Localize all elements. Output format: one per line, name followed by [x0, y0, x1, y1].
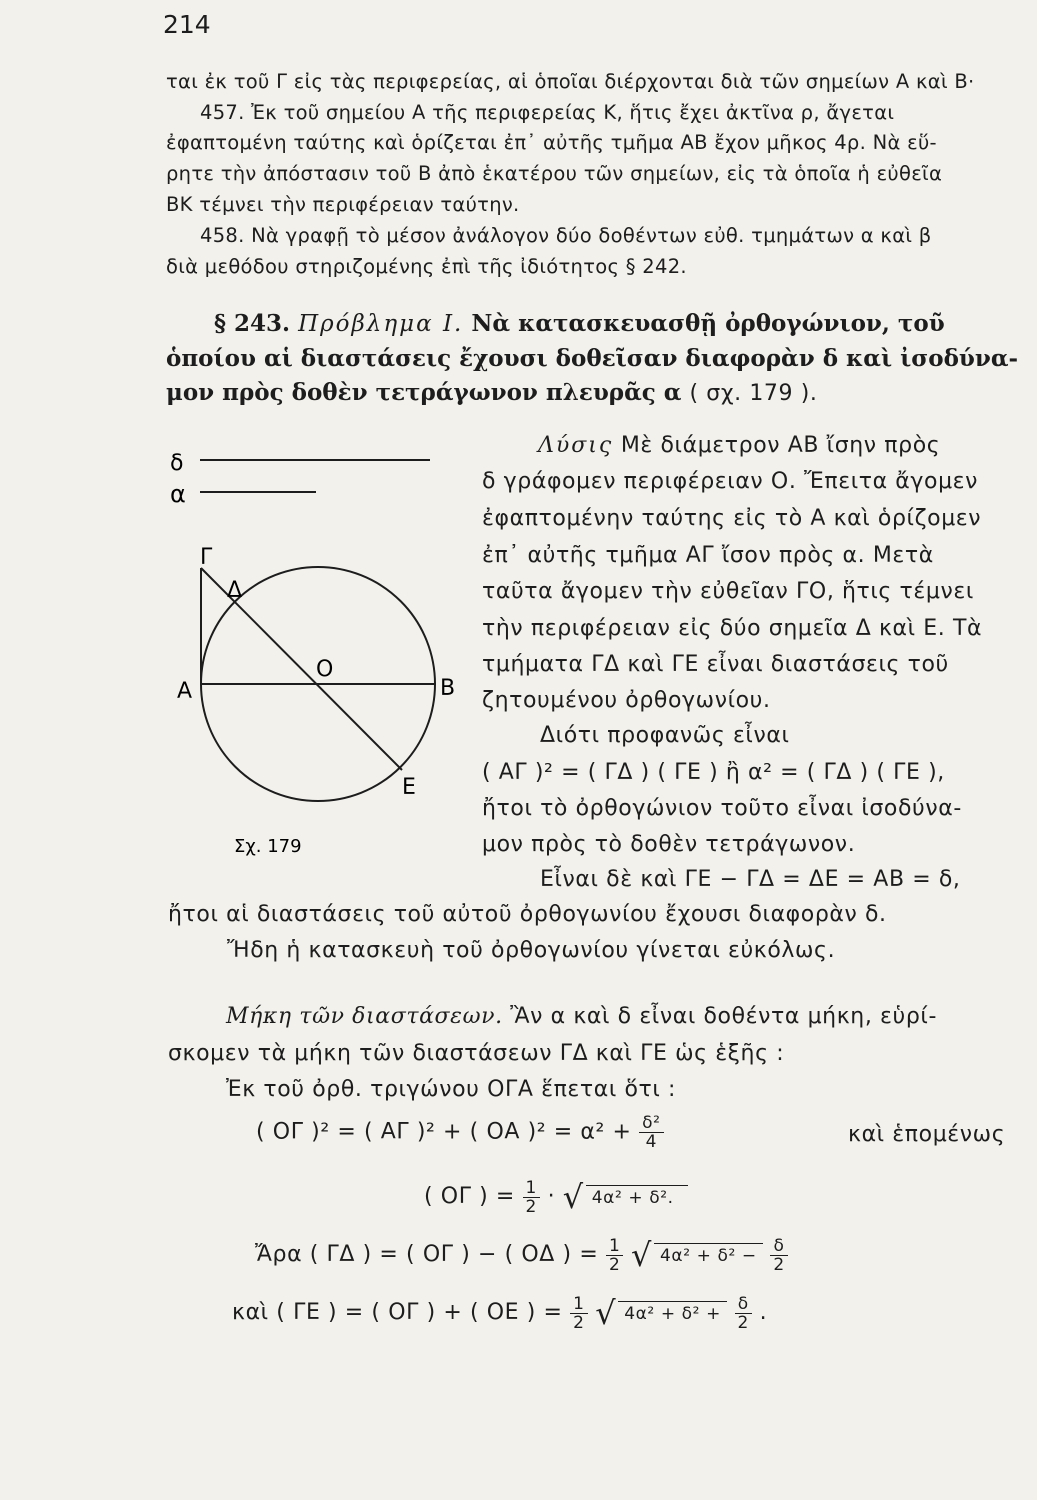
solution-line-3: ἐφαπτομένην ταύτης εἰς τὸ Α καὶ ὁρίζομεν — [482, 506, 982, 531]
problem-heading-line-2: ὁποίου αἱ διαστάσεις ἔχουσι δοθεῖσαν διαφορὰν δ καὶ ἰσοδύνα- — [166, 345, 1019, 372]
exercise-457-line-4: ΒΚ τέμνει τὴν περιφέρειαν ταύτην. — [166, 193, 520, 216]
formula-3-denominator: 2 — [608, 1254, 621, 1275]
solution-line-8: ζητουμένου ὀρθογωνίου. — [482, 688, 771, 713]
formula-2-denominator: 2 — [525, 1196, 537, 1217]
formula-2-radicand: 4α² + δ². — [586, 1185, 688, 1208]
problem-title-part-1: Νὰ κατασκευασθῇ ὀρθογώνιον, τοῦ — [471, 310, 945, 337]
solution-line-13: Εἶναι δὲ καὶ ΓΕ − ΓΔ = ΔΕ = ΑΒ = δ, — [540, 867, 961, 892]
solution-line-1-text: Μὲ διάμετρον ΑΒ ἴσην πρὸς — [620, 433, 941, 458]
page-number: 214 — [163, 10, 211, 39]
solution-line-4: ἐπ᾽ αὐτῆς τμῆμα ΑΓ ἴσον πρὸς α. Μετὰ — [482, 543, 934, 568]
solution-line-1 — [538, 433, 940, 458]
lengths-line-3: Ἐκ τοῦ ὀρθ. τριγώνου ΟΓΑ ἕπεται ὅτι : — [226, 1077, 677, 1102]
exercise-457-line-2: ἐφαπτομένη ταύτης καὶ ὁρίζεται ἐπ᾽ αὐτῆς τμῆμα ΑΒ ἔχον μῆκος 4ρ. Νὰ εὕ- — [166, 131, 937, 154]
formula-2-dot: · — [547, 1184, 556, 1209]
lengths-line-1 — [226, 1004, 937, 1029]
formula-4-left: καὶ ( ΓΕ ) = ( ΟΓ ) + ( ΟΕ ) = — [232, 1300, 563, 1325]
formula-4 — [232, 1294, 767, 1332]
exercise-457-line-1: 457. Ἐκ τοῦ σημείου Α τῆς περιφερείας Κ, ἥτις ἔχει ἀκτῖνα ρ, ἄγεται — [200, 101, 895, 124]
figure-reference: ( σχ. 179 ). — [689, 381, 818, 406]
sqrt-icon: √ — [595, 1294, 617, 1332]
solution-label: Λύσις — [538, 433, 614, 458]
formula-3 — [255, 1236, 788, 1274]
solution-line-14: ἤτοι αἱ διαστάσεις τοῦ αὐτοῦ ὀρθογωνίου ἔχουσι διαφορὰν δ. — [168, 902, 887, 927]
formula-4-denominator-2: 2 — [737, 1312, 749, 1333]
solution-line-12: μον πρὸς τὸ δοθὲν τετράγωνον. — [482, 832, 856, 857]
section-number: § 243. — [214, 310, 291, 337]
label-a: Α — [177, 679, 193, 704]
label-alpha: α — [170, 480, 186, 508]
formula-1-numerator: δ² — [639, 1114, 663, 1133]
formula-3-numerator-2: δ — [770, 1237, 787, 1256]
formula-1-left: ( ΟΓ )² = ( ΑΓ )² + ( ΟΑ )² = α² + — [256, 1119, 632, 1145]
solution-line-7: τμήματα ΓΔ καὶ ΓΕ εἶναι διαστάσεις τοῦ — [482, 652, 949, 677]
formula-1-right: καὶ ἑπομένως — [848, 1122, 1006, 1147]
formula-2 — [424, 1178, 688, 1216]
problem-heading-line-3 — [166, 379, 817, 406]
formula-4-radicand: 4α² + δ² + — [618, 1301, 727, 1324]
sqrt-icon: √ — [562, 1178, 584, 1216]
problem-label: Πρόβλημα Ι. — [298, 311, 464, 337]
figure-179 — [170, 440, 470, 880]
problem-title-part-3: μον πρὸς δοθὲν τετράγωνον πλευρᾶς α — [166, 379, 682, 406]
formula-3-numerator: 1 — [606, 1237, 623, 1256]
formula-3-radicand: 4α² + δ² − — [654, 1243, 763, 1266]
formula-4-numerator-2: δ — [735, 1295, 752, 1314]
formula-2-left: ( ΟΓ ) = — [424, 1184, 515, 1209]
formula-2-fraction — [523, 1179, 540, 1216]
formula-4-fraction-2 — [735, 1295, 752, 1332]
problem-heading-line-1 — [214, 310, 945, 337]
exercise-458-line-2: διὰ μεθόδου στηριζομένης ἐπὶ τῆς ἰδιότητος § 242. — [166, 255, 687, 278]
label-delta-point: Δ — [227, 578, 243, 603]
label-delta: δ — [170, 451, 184, 476]
solution-line-15: Ἤδη ἡ κατασκευὴ τοῦ ὀρθογωνίου γίνεται εὐκόλως. — [227, 938, 836, 963]
formula-3-fraction — [606, 1237, 623, 1274]
formula-3-fraction-2 — [770, 1237, 787, 1274]
formula-1 — [256, 1114, 664, 1151]
solution-line-5: ταῦτα ἄγομεν τὴν εὐθεῖαν ΓΟ, ἥτις τέμνει — [482, 579, 974, 604]
label-gamma: Γ — [200, 545, 213, 570]
formula-4-end: . — [759, 1300, 768, 1325]
formula-1-denominator: 4 — [645, 1132, 658, 1152]
formula-1-fraction — [639, 1114, 663, 1151]
figure-caption: Σχ. 179 — [234, 836, 302, 857]
exercise-457-line-3: ρητε τὴν ἀπόστασιν τοῦ Β ἀπὸ ἑκατέρου τῶν σημείων, εἰς τὰ ὁποῖα ἡ εὐθεῖα — [166, 162, 943, 185]
solution-equation: ( ΑΓ )² = ( ΓΔ ) ( ΓΕ ) ἢ α² = ( ΓΔ ) ( ΓΕ ), — [482, 760, 945, 785]
solution-line-9: Διότι προφανῶς εἶναι — [540, 723, 790, 748]
exercise-458-line-1: 458. Νὰ γραφῇ τὸ μέσον ἀνάλογον δύο δοθέντων εὐθ. τμημάτων α καὶ β — [200, 224, 932, 247]
label-b: Β — [440, 676, 456, 701]
solution-line-6: τὴν περιφέρειαν εἰς δύο σημεῖα Δ καὶ Ε. Τὰ — [482, 616, 983, 641]
formula-4-denominator: 2 — [573, 1312, 585, 1333]
label-o: Ο — [316, 657, 334, 682]
solution-line-2: δ γράφομεν περιφέρειαν Ο. Ἔπειτα ἄγομεν — [482, 469, 979, 494]
sqrt-icon: √ — [630, 1236, 652, 1274]
formula-3-left: Ἄρα ( ΓΔ ) = ( ΟΓ ) − ( ΟΔ ) = — [255, 1242, 599, 1267]
label-e: Ε — [402, 775, 416, 800]
lengths-line-2: σκομεν τὰ μήκη τῶν διαστάσεων ΓΔ καὶ ΓΕ ὡς ἑξῆς : — [168, 1041, 785, 1066]
formula-4-fraction — [570, 1295, 587, 1332]
formula-2-numerator: 1 — [523, 1179, 540, 1198]
paragraph-continuation: ται ἐκ τοῦ Γ εἰς τὰς περιφερείας, αἱ ὁποῖαι διέρχονται διὰ τῶν σημείων Α καὶ Β· — [166, 70, 975, 93]
lengths-label: Μήκη τῶν διαστάσεων. — [226, 1004, 503, 1029]
formula-3-denominator-2: 2 — [773, 1254, 785, 1275]
solution-line-11: ἤτοι τὸ ὀρθογώνιον τοῦτο εἶναι ἰσοδύνα- — [482, 796, 962, 821]
formula-4-numerator: 1 — [570, 1295, 587, 1314]
lengths-line-1-text: Ἂν α καὶ δ εἶναι δοθέντα μήκη, εὑρί- — [510, 1004, 937, 1029]
